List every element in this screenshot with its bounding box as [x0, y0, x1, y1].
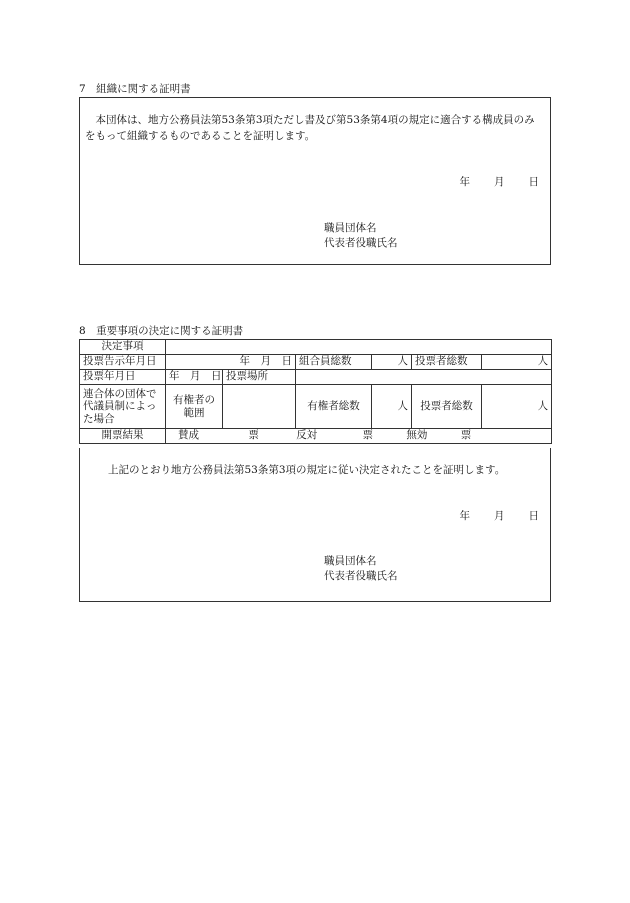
result-invalid-unit: 票 — [460, 429, 472, 442]
section8-vote-table — [79, 339, 552, 444]
notice-date-value[interactable]: 年 月 日 — [166, 355, 296, 370]
section7-certificate-box — [79, 97, 551, 265]
table-row — [80, 340, 552, 355]
table-row — [80, 355, 552, 370]
federation-voters-total-unit[interactable]: 人 — [482, 385, 552, 429]
table-row — [80, 370, 552, 385]
voters-total-label: 投票者総数 — [412, 355, 482, 370]
eligible-total-unit[interactable]: 人 — [372, 385, 412, 429]
eligible-total-label: 有権者総数 — [296, 385, 372, 429]
section8-body-text: 上記のとおり地方公務員法第53条第3項の規定に従い決定されたことを証明します。 — [108, 464, 506, 476]
section7-heading: 7 組織に関する証明書 — [79, 83, 191, 95]
vote-date-label: 投票年月日 — [80, 370, 166, 385]
result-invalid-label: 無効 — [406, 429, 428, 442]
section8-heading: 8 重要事項の決定に関する証明書 — [79, 325, 244, 337]
result-no-unit: 票 — [362, 429, 374, 442]
eligible-scope-value-cell[interactable] — [223, 385, 296, 429]
vote-place-label: 投票場所 — [223, 370, 296, 385]
result-no-label: 反対 — [296, 429, 318, 442]
table-row — [80, 429, 552, 444]
result-yes-unit: 票 — [248, 429, 259, 442]
section8-date: 年 月 日 — [459, 510, 540, 522]
section7-body-text: 本団体は、地方公務員法第53条第3項ただし書及び第53条第4項の規定に適合する構成員のみをもって組織するものであることを証明します。 — [85, 114, 535, 143]
eligible-scope-label: 有権者の範囲 — [166, 385, 223, 429]
result-yes-label: 賛成 — [178, 429, 199, 442]
federation-voters-total-label: 投票者総数 — [412, 385, 482, 429]
members-total-label: 組合員総数 — [296, 355, 372, 370]
section7-org-name-label: 職員団体名 — [324, 222, 377, 234]
decision-label: 決定事項 — [80, 340, 166, 355]
federation-label: 連合体の団体で代議員制によった場合 — [80, 385, 166, 429]
decision-value-cell[interactable] — [166, 340, 552, 355]
table-row — [80, 385, 552, 429]
results-label: 開票結果 — [80, 429, 166, 444]
vote-date-value[interactable]: 年 月 日 — [166, 370, 223, 385]
section8-org-name-label: 職員団体名 — [324, 555, 377, 567]
members-total-unit[interactable]: 人 — [372, 355, 412, 370]
vote-place-value-cell[interactable] — [296, 370, 552, 385]
voters-total-unit[interactable]: 人 — [482, 355, 552, 370]
section7-representative-label: 代表者役職氏名 — [324, 237, 398, 249]
section8-representative-label: 代表者役職氏名 — [324, 570, 398, 582]
section8-certificate-box — [79, 448, 551, 602]
results-cell — [166, 429, 552, 444]
section7-date: 年 月 日 — [459, 176, 540, 188]
notice-date-label: 投票告示年月日 — [80, 355, 166, 370]
